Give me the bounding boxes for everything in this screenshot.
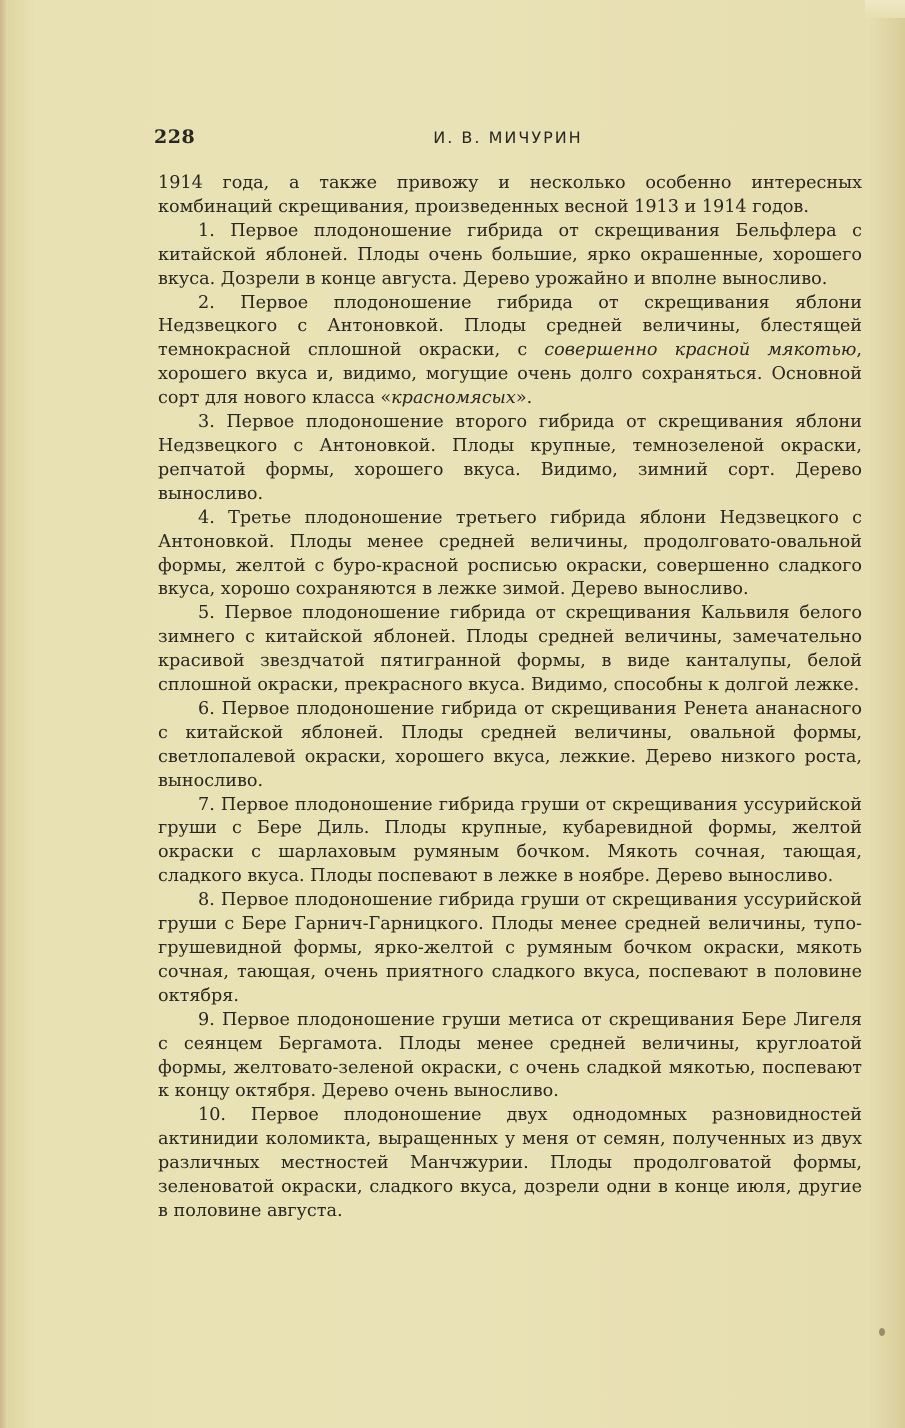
emphasis-red-flesh: совершенно красной мякотью [544, 340, 857, 361]
list-item-7: 7. Первое плодоношение гибрида груши от скрещивания уссурийской груши с Бере Диль. Плоды крупные, кубаревидной формы, желтой окраски с шарлаховым румяным бочком. Мякоть сочная, тающая, сладкого вкуса. Плоды поспевают в лежке в ноябре. Дерево выносливо. [158, 794, 862, 887]
page-edge [0, 0, 8, 1428]
list-item-3: 3. Первое плодоношение второго гибрида от скрещивания яблони Недзвецкого с Антоновкой. Плоды крупные, темнозеленой окраски, репчатой формы, хорошего вкуса. Видимо, зимний сорт. Дерево выносливо. [158, 412, 862, 504]
list-item-2-text-start: 2. Первое плодоношение гибрида от скрещивания яблони Недзвецкого с Антоновкой. Плоды средней величины, блестящей темнокрасной сплошной окраски, с [158, 292, 862, 361]
paper-blemish [879, 1328, 885, 1336]
list-item-6: 6. Первое плодоношение гибрида от скрещивания Ренета ананасного с китайской яблоней. Плоды средней величины, овальной формы, светлопалевой окраски, хорошего вкуса, лежкие. Дерево низкого роста, выносливо. [158, 698, 862, 791]
list-item-1: 1. Первое плодоношение гибрида от скрещивания Бельфлера с китайской яблоней. Плоды очень большие, ярко окрашенные, хорошего вкуса. Дозрели в конце августа. Дерево урожайно и вполне выносливо. [158, 220, 862, 289]
running-head: И. В. МИЧУРИН [433, 128, 583, 147]
intro-paragraph: 1914 года, а также привожу и несколько особенно интересных комбинаций скрещивания, произведенных весной 1913 и 1914 годов. [158, 173, 862, 217]
list-item-2-text-end: ». [515, 388, 533, 409]
page-corner [865, 0, 905, 18]
page-number: 228 [154, 126, 196, 148]
body-text [158, 172, 862, 1224]
list-item-2 [158, 292, 862, 412]
list-item-10: 10. Первое плодоношение двух однодомных разновидностей актинидии коломикта, выращенных у меня от семян, полученных из двух различных местностей Манчжурии. Плоды продолговатой формы, зеленоватой окраски, сладкого вкуса, дозрели одни в конце июля, другие в половине августа. [158, 1105, 862, 1221]
page-header [154, 126, 862, 150]
list-item-5: 5. Первое плодоношение гибрида от скрещивания Кальвиля белого зимнего с китайской яблоней. Плоды средней величины, замечательно красивой звездчатой пятигранной формы, в виде канталупы, белой сплошной окраски, прекрасного вкуса. Видимо, способны к долгой лежке. [158, 603, 862, 696]
list-item-9: 9. Первое плодоношение груши метиса от скрещивания Бере Лигеля с сеянцем Бергамота. Плоды менее средней величины, круглоатой формы, желтовато-зеленой окраски, с очень сладкой мякотью, поспевают к концу октября. Дерево очень выносливо. [158, 1009, 862, 1102]
list-item-4: 4. Третье плодоношение третьего гибрида яблони Недзвецкого с Антоновкой. Плоды менее средней величины, продолговато-овальной формы, желтой с буро-красной росписью окраски, совершенно сладкого вкуса, хорошо сохраняются в лежке зимой. Дерево выносливо. [158, 507, 862, 600]
emphasis-class-name: красномясых [391, 388, 516, 409]
list-item-8: 8. Первое плодоношение гибрида груши от скрещивания уссурийской груши с Бере Гарнич-Гарницкого. Плоды менее средней величины, тупо-грушевидной формы, ярко-желтой с румяным бочком окраски, мякоть сочная, тающая, очень приятного сладкого вкуса, поспевают в половине октября. [158, 890, 862, 1006]
list-item-2-text-middle: , хорошего вкуса и, видимо, могущие очень долго сохраняться. Основной сорт для нового класса « [158, 340, 862, 409]
